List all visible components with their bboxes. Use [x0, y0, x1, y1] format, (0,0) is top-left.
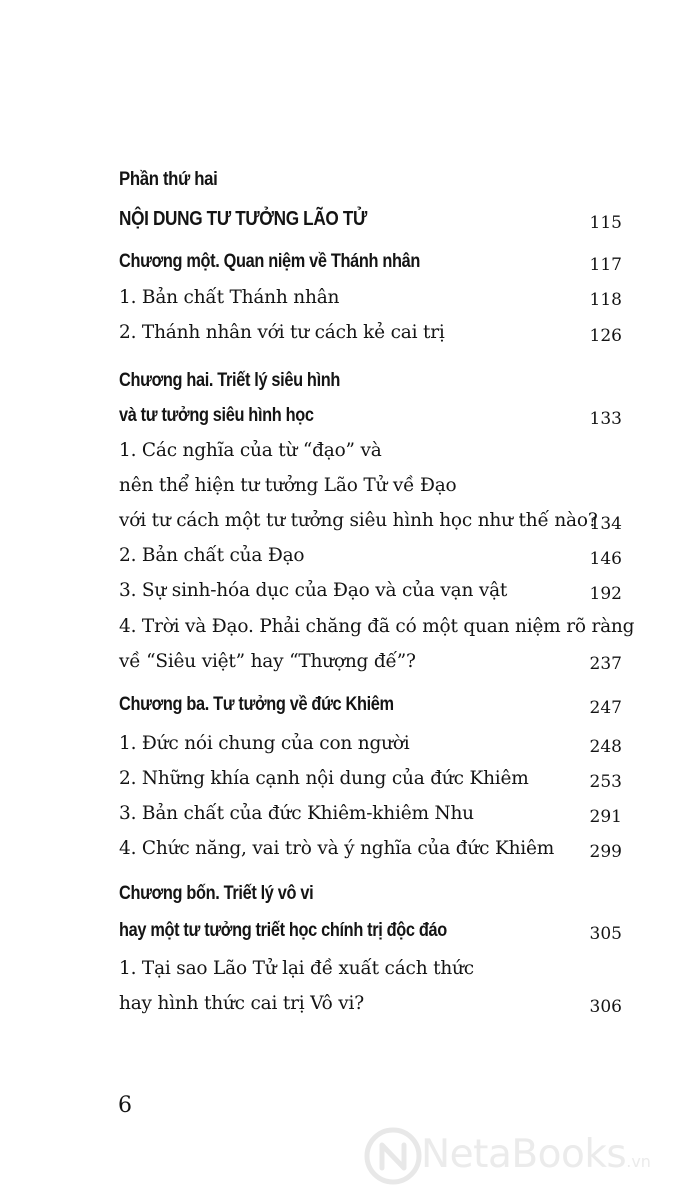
toc-entry: 3. Sự sinh-hóa dục của Đạo và của vạn vật	[119, 580, 508, 601]
watermark-suffix: .vn	[626, 1152, 651, 1171]
watermark-text	[421, 1132, 651, 1177]
watermark	[363, 1126, 693, 1190]
toc-entry-chapter-2-cont: và tư tưởng siêu hình học	[119, 405, 314, 426]
watermark-brand: NetaBooks	[421, 1132, 627, 1177]
toc-entry: 2. Bản chất của Đạo	[119, 545, 305, 566]
part-page-number: 115	[589, 213, 622, 233]
toc-entry: hay hình thức cai trị Vô vi?	[119, 993, 364, 1014]
toc-page-ref: 248	[589, 737, 622, 757]
toc-entry: 2. Những khía cạnh nội dung của đức Khiêm	[119, 768, 529, 789]
toc-entry-chapter-4: Chương bốn. Triết lý vô vi	[119, 883, 314, 904]
toc-entry: 1. Bản chất Thánh nhân	[119, 287, 340, 308]
toc-page-chapter-2: 133	[589, 409, 622, 429]
netabooks-logo-icon	[363, 1126, 423, 1186]
toc-page-chapter-1: 117	[589, 255, 622, 275]
part-title: NỘI DUNG TƯ TƯỞNG LÃO TỬ	[119, 208, 367, 230]
page-number: 6	[118, 1093, 132, 1118]
toc-entry: 1. Tại sao Lão Tử lại đề xuất cách thức	[119, 958, 474, 979]
toc-entry: 2. Thánh nhân với tư cách kẻ cai trị	[119, 322, 445, 343]
toc-page-ref: 299	[589, 842, 622, 862]
toc-page-chapter-4: 305	[589, 924, 622, 944]
toc-page-ref: 253	[589, 772, 622, 792]
toc-page-ref: 146	[589, 549, 622, 569]
toc-entry: 4. Trời và Đạo. Phải chăng đã có một quan niệm rõ ràng	[119, 616, 635, 637]
toc-entry-chapter-4-cont: hay một tư tưởng triết học chính trị độc đáo	[119, 920, 447, 941]
toc-entry-chapter-3: Chương ba. Tư tưởng về đức Khiêm	[119, 694, 394, 715]
toc-page-chapter-3: 247	[589, 698, 622, 718]
toc-page-ref: 192	[589, 584, 622, 604]
toc-entry-chapter-1: Chương một. Quan niệm về Thánh nhân	[119, 251, 420, 272]
toc-entry: nên thể hiện tư tưởng Lão Tử về Đạo	[119, 475, 457, 496]
toc-page-ref: 126	[589, 326, 622, 346]
toc-page-ref: 118	[589, 290, 622, 310]
toc-entry: 1. Đức nói chung của con người	[119, 733, 410, 754]
toc-page-ref: 134	[589, 514, 622, 534]
toc-entry: 3. Bản chất của đức Khiêm-khiêm Nhu	[119, 803, 474, 824]
toc-entry: 1. Các nghĩa của từ “đạo” và	[119, 440, 382, 461]
toc-entry-chapter-2: Chương hai. Triết lý siêu hình	[119, 370, 341, 391]
toc-entry: với tư cách một tư tưởng siêu hình học như thế nào?	[119, 510, 598, 531]
toc-entry: 4. Chức năng, vai trò và ý nghĩa của đức Khiêm	[119, 838, 555, 859]
toc-page-ref: 237	[589, 654, 622, 674]
toc-page-ref: 306	[589, 997, 622, 1017]
toc-page-ref: 291	[589, 807, 622, 827]
part-label: Phần thứ hai	[119, 168, 218, 190]
toc-entry: về “Siêu việt” hay “Thượng đế”?	[119, 651, 416, 672]
